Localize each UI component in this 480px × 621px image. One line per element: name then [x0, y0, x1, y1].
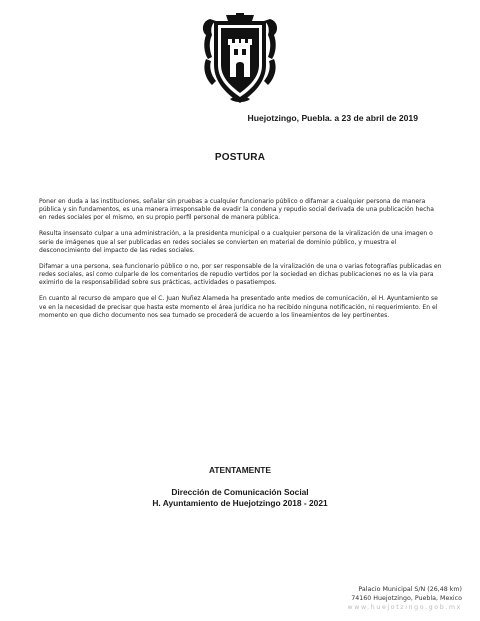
statement-body [39, 198, 443, 328]
signature-block [0, 487, 480, 509]
paragraph-3: Difamar a una persona, sea funcionario público o no, por ser responsable de la viralización de una o varias fotografías publicadas en redes sociales, así como culparle de los comentarios de repudio vertidos por la sociedad en dichas publicaciones no es la vía para eximirlo de la responsabilidad sobre sus prácticas, actividades o pasatiempos. [39, 262, 442, 287]
website-link[interactable]: www.huejotzingo.gob.mx [347, 604, 462, 611]
footer-address [348, 585, 463, 612]
closing-salutation: ATENTAMENTE [208, 465, 272, 475]
paragraph-1: Poner en duda a las instituciones, señalar sin pruebas a cualquier funcionario público o difamar a cualquier persona de manera pública y sin fundamentos, es una manera irresponsable de evadir la condena y repudio social derivada de una publicación hecha en redes sociales por el mismo, en su propio perfil personal de manera pública. [39, 198, 434, 222]
paragraph-4: En cuanto al recurso de amparo que el C. Juan Nuñez Alameda ha presentado ante medios de comunicación, el H. Ayuntamiento se ve en la necesidad de precisar que hasta este momento el área jurídica no ha recibido ninguna notificación, ni requerimiento. En el momento en que dicho documento nos sea turnado se procederá de acuerdo a los lineamientos de ley pertinentes. [39, 295, 438, 319]
document-title: POSTURA [214, 152, 266, 163]
paragraph-2: Resulta insensato culpar a una administración, a la presidenta municipal o a cualquier persona de la viralización de una imagen o serie de imágenes que al ser publicadas en redes sociales se convierten en material de dominio público, y muestra el desconocimiento del impacto de las redes sociales. [39, 230, 433, 254]
address-line-2: 74160 Huejotzingo, Puebla, Mexico [351, 595, 462, 602]
coat-of-arms-logo [200, 13, 280, 105]
department-name: Dirección de Comunicación Social [171, 487, 309, 497]
address-line-1: Palacio Municipal S/N (26,48 km) [358, 586, 462, 593]
place-and-date: Huejotzingo, Puebla. a 23 de abril de 2019 [247, 113, 418, 123]
institution-name: H. Ayuntamiento de Huejotzingo 2018 - 2021 [152, 498, 328, 508]
